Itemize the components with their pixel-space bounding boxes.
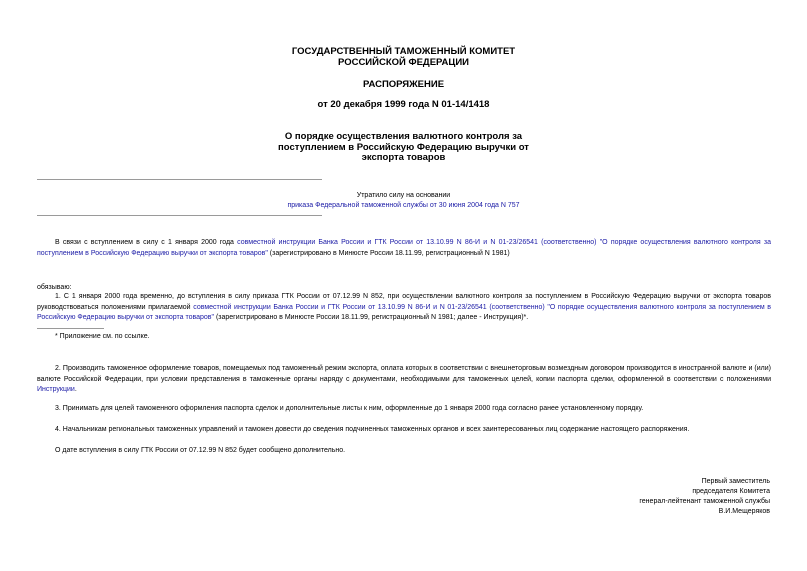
item-4-paragraph: 4. Начальникам региональных таможенных управлений и таможен довести до сведения подчиненных таможенных органов и всех заинтересованных лиц содержание настоящего распоряжения.	[55, 426, 690, 433]
preamble-paragraph	[37, 238, 771, 259]
item-2-text-1: 2. Производить таможенное оформление товаров, помещаемых под таможенный режим экспорта, оплата которых в соответствии с внешнеторговым возмездным договором производится в иностранной валюте и (или) валюте Российской Федерации, при условии представления в таможенные органы наряду с документами, необходимыми для таможенных целей, копии паспорта сделки, оформленной в соответствии с положениями	[37, 365, 771, 383]
footnote-divider	[37, 328, 104, 329]
signatory-name: В.И.Мещеряков	[718, 508, 770, 515]
authority-line-1: ГОСУДАРСТВЕННЫЙ ТАМОЖЕННЫЙ КОМИТЕТ	[291, 46, 516, 57]
document-date-number: от 20 декабря 1999 года N 01-14/1418	[317, 99, 490, 110]
item-1-text-1: 1. С 1 января 2000 года временно, до вступления в силу приказа ГТК России от 07.12.99 N 852, при осуществлении валютного контроля за поступлением в Российскую Федерацию выручки от экспорта товаров руководствоваться положениями прилагаемой	[37, 293, 771, 311]
divider-top	[37, 179, 322, 180]
closing-paragraph: О дате вступления в силу ГТК России от 07.12.99 N 852 будет сообщено дополнительно.	[55, 447, 346, 454]
title-line-1: О порядке осуществления валютного контроля за	[284, 131, 523, 142]
preamble-text-1: В связи с вступлением в силу с 1 января 2000 года	[55, 239, 238, 246]
item-3-paragraph: 3. Принимать для целей таможенного оформления паспорта сделок и дополнительные листы к ним, оформленные до 1 января 2000 года согласно ранее установленному порядку.	[55, 405, 644, 412]
obliging-text: обязываю:	[37, 284, 72, 291]
document-type: РАСПОРЯЖЕНИЕ	[362, 79, 445, 90]
preamble-text-2: (зарегистрировано в Минюсте России 18.11.99, регистрационный N 1981)	[267, 249, 510, 257]
signature-line-3: генерал-лейтенант таможенной службы	[639, 498, 770, 505]
document-title	[0, 132, 807, 164]
signature-block	[639, 477, 770, 517]
repeal-order-link[interactable]: приказа Федеральной таможенной службы от 30 июня 2004 года N 757	[287, 202, 520, 209]
instruction-link[interactable]: Инструкции	[37, 386, 75, 393]
status-link-wrap	[0, 201, 807, 210]
joint-instruction-link-2[interactable]: совместной инструкции Банка России и ГТК России от 13.10.99 N 86-И и N 01-23/26541 (соответственно) "О порядке осуществления валютного контроля за поступлением в Российскую Федерацию выручки от экспорта товаров"	[37, 303, 772, 321]
footnote: * Приложение см. по ссылке.	[55, 333, 150, 340]
status-note: Утратило силу на основании	[356, 192, 451, 199]
item-2-paragraph	[37, 364, 771, 396]
signature-line-2: председателя Комитета	[692, 488, 770, 495]
item-1-paragraph	[37, 292, 771, 324]
item-2-text-2: .	[74, 386, 77, 393]
divider-bottom	[37, 215, 322, 216]
signature-line-1: Первый заместитель	[701, 478, 770, 485]
title-line-3: экспорта товаров	[361, 152, 446, 163]
title-line-2: поступлением в Российскую Федерацию выручки от	[278, 141, 529, 153]
item-1-text-2: (зарегистрировано в Минюсте России 18.11.99, регистрационный N 1981; далее - Инструкция)*.	[214, 314, 529, 321]
joint-instruction-link-1[interactable]: совместной инструкции Банка России и ГТК России от 13.10.99 N 86-И и N 01-23/26541 (соответственно) "О порядке осуществления валютного контроля за поступлением в Российскую Федерацию выручки от экспорта товаров"	[37, 239, 771, 257]
issuing-authority	[0, 47, 807, 68]
authority-line-2: РОССИЙСКОЙ ФЕДЕРАЦИИ	[337, 56, 469, 68]
